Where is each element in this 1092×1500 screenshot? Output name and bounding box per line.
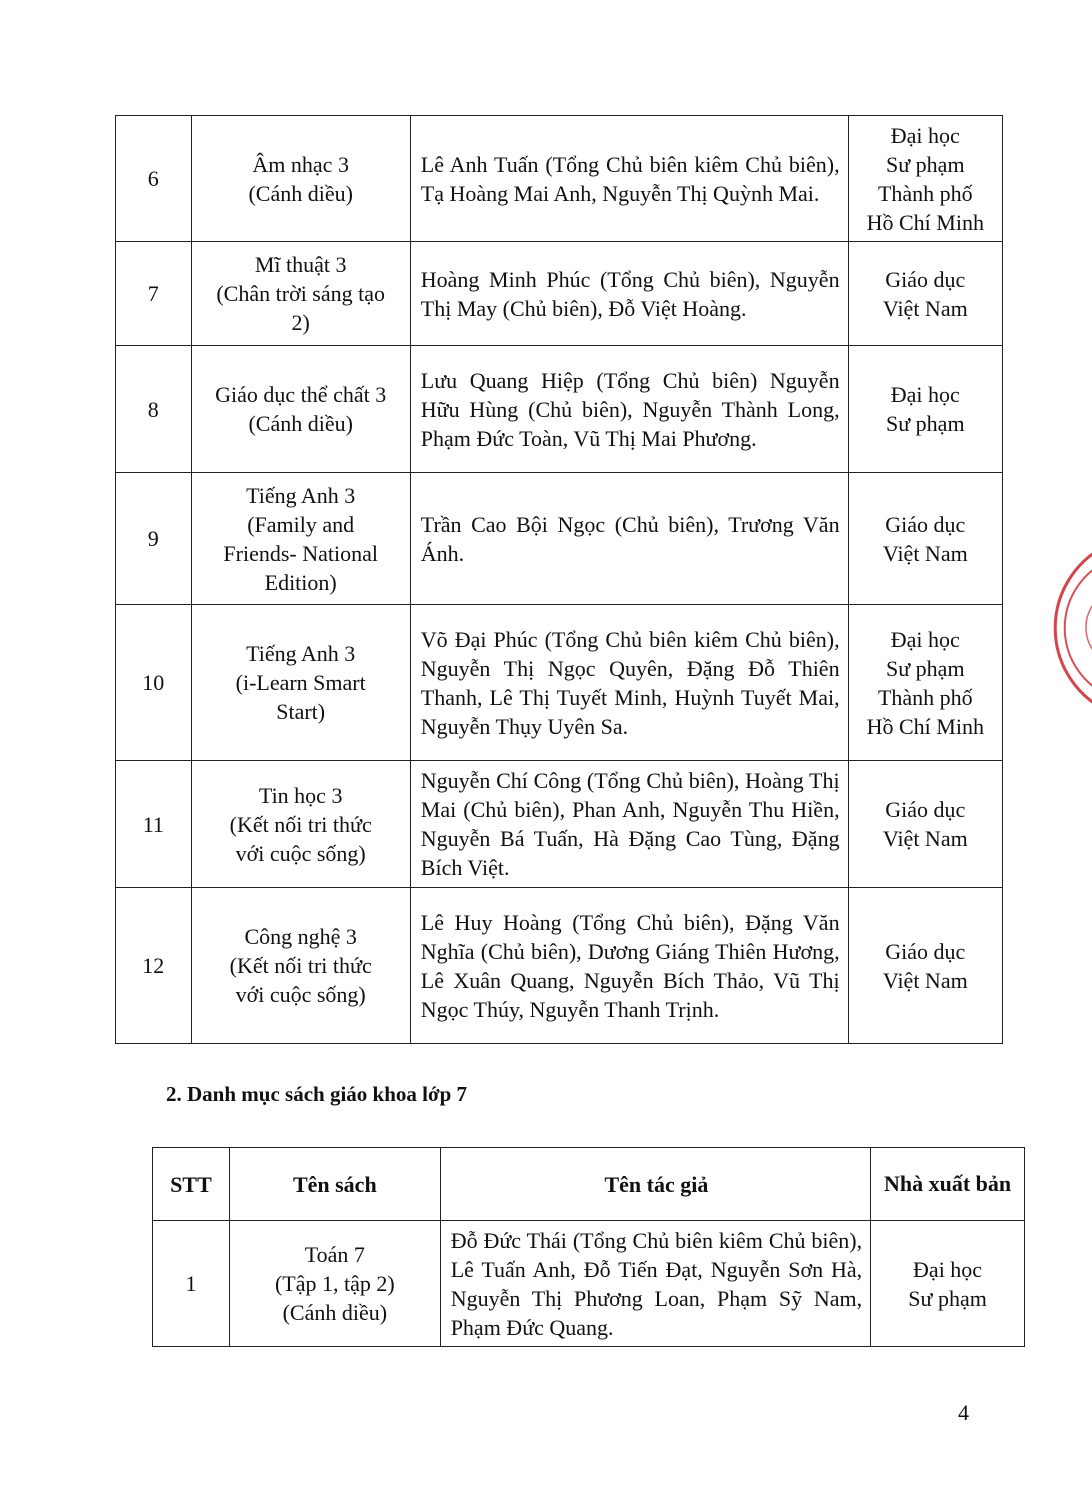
table-row xyxy=(116,473,1003,605)
textbook-table-grade-7 xyxy=(152,1147,1025,1347)
cell-stt: 11 xyxy=(116,761,192,888)
publisher-line: Việt Nam xyxy=(882,967,968,993)
table-row xyxy=(116,761,1003,888)
publisher-line: Giáo dục xyxy=(885,266,966,292)
table-header-row xyxy=(153,1148,1025,1221)
publisher-line: Đại học xyxy=(890,626,960,652)
cell-authors: Lưu Quang Hiệp (Tổng Chủ biên) Nguyễn Hữu Hùng (Chủ biên), Nguyễn Thành Long, Phạm Đức Toàn, Vũ Thị Mai Phương. xyxy=(410,346,848,473)
cell-publisher xyxy=(848,346,1002,473)
book-name-line: Âm nhạc 3 xyxy=(252,151,349,177)
table-row xyxy=(153,1221,1025,1347)
publisher-line: Thành phố xyxy=(877,180,973,206)
publisher-line: Thành phố xyxy=(877,684,973,710)
cell-book-name xyxy=(191,473,410,605)
book-name-line: Tiếng Anh 3 xyxy=(246,482,356,508)
publisher-line: Sư phạm xyxy=(886,655,965,681)
publisher-line: Sư phạm xyxy=(886,151,965,177)
book-name-line: Start) xyxy=(276,699,326,724)
cell-authors: Nguyễn Chí Công (Tổng Chủ biên), Hoàng Thị Mai (Chủ biên), Phan Anh, Nguyễn Thu Hiền, Nguyễn Bá Tuấn, Hà Đặng Cao Tùng, Đặng Bích Việt. xyxy=(410,761,848,888)
table-body xyxy=(116,116,1003,1044)
cell-stt: 8 xyxy=(116,346,192,473)
table-row xyxy=(116,346,1003,473)
book-name-line: Giáo dục thể chất 3 xyxy=(215,382,387,407)
book-name-line: Tin học 3 xyxy=(258,782,343,808)
publisher-line: Hồ Chí Minh xyxy=(866,713,984,739)
book-name-line: (Cánh diều) xyxy=(248,180,353,206)
cell-stt: 10 xyxy=(116,605,192,761)
cell-authors: Hoàng Minh Phúc (Tổng Chủ biên), Nguyễn Thị May (Chủ biên), Đỗ Việt Hoàng. xyxy=(410,242,848,346)
publisher-line: Giáo dục xyxy=(885,938,966,964)
book-name-line: Friends- National xyxy=(223,540,378,566)
cell-book-name xyxy=(191,346,410,473)
cell-publisher xyxy=(848,605,1002,761)
cell-publisher xyxy=(871,1221,1025,1347)
publisher-line: Sư phạm xyxy=(886,411,965,436)
header-stt: STT xyxy=(153,1148,230,1221)
cell-authors: Võ Đại Phúc (Tổng Chủ biên kiêm Chủ biên), Nguyễn Thị Ngọc Quyên, Đặng Đỗ Thiên Thanh, Lê Thị Tuyết Minh, Huỳnh Tuyết Mai, Nguyễn Thụy Uyên Sa. xyxy=(410,605,848,761)
book-name-line: 2) xyxy=(291,310,310,335)
page-number: 4 xyxy=(958,1400,969,1425)
cell-authors: Trần Cao Bội Ngọc (Chủ biên), Trương Văn Ánh. xyxy=(410,473,848,605)
publisher-line: Giáo dục xyxy=(885,511,966,537)
cell-book-name xyxy=(191,242,410,346)
cell-stt: 1 xyxy=(153,1221,230,1347)
table-body xyxy=(153,1221,1025,1347)
cell-authors: Lê Anh Tuấn (Tổng Chủ biên kiêm Chủ biên), Tạ Hoàng Mai Anh, Nguyễn Thị Quỳnh Mai. xyxy=(410,116,848,242)
publisher-line: Việt Nam xyxy=(882,540,968,566)
publisher-line: Đại học xyxy=(890,382,960,407)
cell-book-name xyxy=(191,116,410,242)
cell-authors: Đỗ Đức Thái (Tổng Chủ biên kiêm Chủ biên), Lê Tuấn Anh, Đỗ Tiến Đạt, Nguyễn Sơn Hà, Nguyễn Thị Phương Loan, Phạm Sỹ Nam, Phạm Đức Quang. xyxy=(440,1221,870,1347)
red-seal-stamp xyxy=(1052,535,1092,720)
publisher-line: Đại học xyxy=(913,1256,983,1282)
header-authors: Tên tác giả xyxy=(440,1148,870,1221)
cell-publisher xyxy=(848,473,1002,605)
book-name-line: Công nghệ 3 xyxy=(244,924,357,949)
cell-stt: 9 xyxy=(116,473,192,605)
book-name-line: với cuộc sống) xyxy=(235,840,366,866)
book-name-line: (Family and xyxy=(247,511,355,537)
cell-book-name xyxy=(191,605,410,761)
cell-stt: 12 xyxy=(116,888,192,1044)
publisher-line: Việt Nam xyxy=(882,826,968,851)
book-name-line: (Tập 1, tập 2) xyxy=(274,1271,395,1296)
book-name-line: Edition) xyxy=(264,569,337,595)
publisher-line: Hồ Chí Minh xyxy=(866,209,984,235)
book-name-line: với cuộc sống) xyxy=(235,982,366,1007)
cell-stt: 6 xyxy=(116,116,192,242)
book-name-line: (Cánh diều) xyxy=(282,1300,388,1325)
publisher-line: Đại học xyxy=(890,122,960,148)
book-name-line: (Kết nối tri thức xyxy=(229,953,372,978)
book-name-line: Mĩ thuật 3 xyxy=(254,252,347,277)
publisher-line: Việt Nam xyxy=(882,295,968,321)
publisher-line: Giáo dục xyxy=(885,797,966,822)
section-heading: 2. Danh mục sách giáo khoa lớp 7 xyxy=(166,1082,468,1106)
table-row xyxy=(116,605,1003,761)
book-name-line: (i-Learn Smart xyxy=(235,670,366,695)
cell-publisher xyxy=(848,888,1002,1044)
book-name-line: Toán 7 xyxy=(304,1242,365,1267)
header-publisher: Nhà xuất bản xyxy=(871,1148,1025,1221)
cell-publisher xyxy=(848,116,1002,242)
book-name-line: (Kết nối tri thức xyxy=(229,811,372,837)
cell-publisher xyxy=(848,761,1002,888)
table-row xyxy=(116,116,1003,242)
book-name-line: (Cánh diều) xyxy=(248,411,353,436)
book-name-line: (Chân trời sáng tạo xyxy=(216,281,386,306)
cell-stt: 7 xyxy=(116,242,192,346)
cell-book-name xyxy=(229,1221,440,1347)
book-name-line: Tiếng Anh 3 xyxy=(246,641,356,666)
cell-book-name xyxy=(191,761,410,888)
publisher-line: Sư phạm xyxy=(908,1285,987,1311)
header-book-name: Tên sách xyxy=(229,1148,440,1221)
cell-book-name xyxy=(191,888,410,1044)
cell-authors: Lê Huy Hoàng (Tổng Chủ biên), Đặng Văn Nghĩa (Chủ biên), Dương Giáng Thiên Hương, Lê Xuân Quang, Nguyễn Bích Thảo, Vũ Thị Ngọc Thúy, Nguyễn Thanh Trịnh. xyxy=(410,888,848,1044)
table-row xyxy=(116,242,1003,346)
table-row xyxy=(116,888,1003,1044)
textbook-table-grade-3 xyxy=(115,115,1003,1044)
cell-publisher xyxy=(848,242,1002,346)
